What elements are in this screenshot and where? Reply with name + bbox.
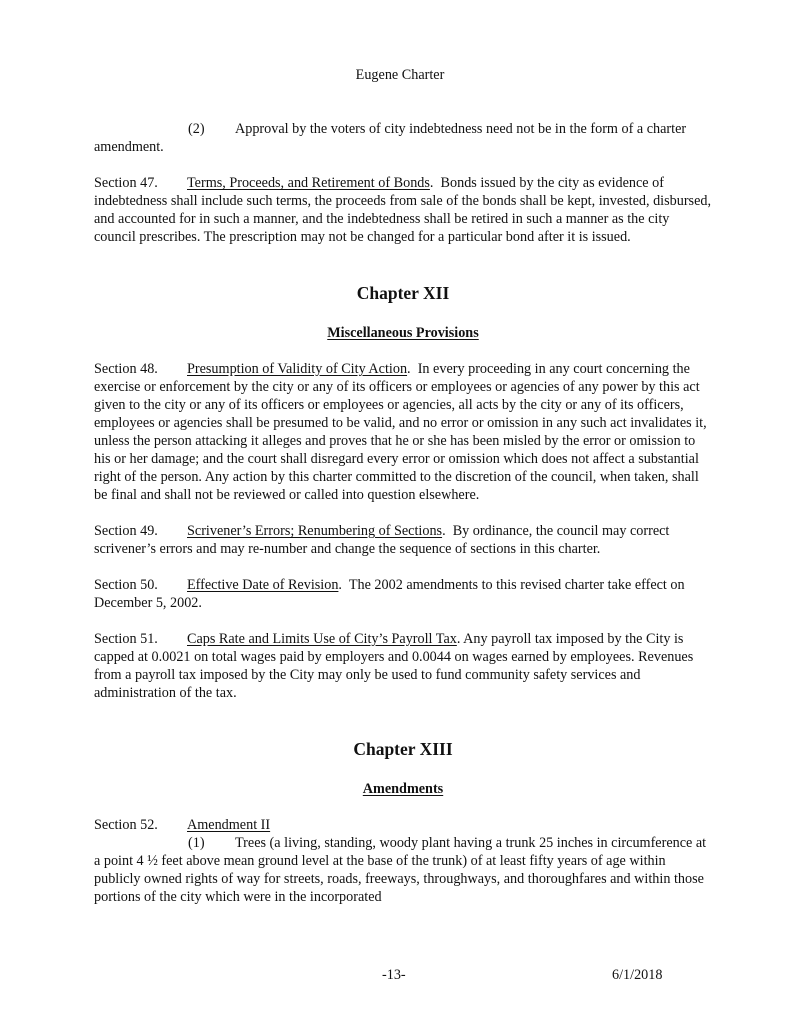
page-number: -13- [382,967,406,983]
section-text: The 2002 amendments to this revised charter take effect on December 5, 2002. [94,577,685,611]
section-text: In every proceeding in any court concerning the exercise or enforcement by the city or any of its officers or employees or agencies of any power by this act given to the city or any of its officers or employees or agencies, all acts by the city or any of its officers, employees or agencies shall be presumed to be valid, and no error or omission in any such act invalidates it, unless the person attacking it alleges and proves that he or she has been misled by the error or omission to his or her damage; and the court shall disregard every error or omission which does not affect a substantial right of the person. Any action by this charter committed to the discretion of the council, when taken, shall be final and shall not be reviewed or called into question elsewhere. [94,361,707,503]
subsection-number: (1) [188,835,205,851]
paragraph-text: Trees (a living, standing, woody plant having a trunk 25 inches in circumference at a point 4 ½ feet above mean ground level at the base of the trunk) of at least fifty years of age within publicly owned rights of way for streets, roads, freeways, throughways, and thoroughfares and within those portions of the city which were in the incorporated [94,835,707,905]
section-label: Section 47. [94,175,158,191]
section-text: Any payroll tax imposed by the City is capped at 0.0021 on total wages paid by employers and 0.0044 on wages earned by employees. Revenues from a payroll tax imposed by the City may only be used to fund community safety services and administration of the tax. [94,631,694,701]
subsection-number: (2) [188,121,205,137]
section-label: Section 48. [94,361,158,377]
section-title: Caps Rate and Limits Use of City’s Payroll Tax [187,631,457,647]
chapter-title: Chapter XIII [353,739,453,759]
section-label: Section 52. [94,817,158,833]
page-body [94,120,712,906]
chapter-title: Chapter XII [356,283,450,303]
section-title: Effective Date of Revision [187,577,339,593]
section-label: Section 51. [94,631,158,647]
revision-date: 6/1/2018 [612,967,663,983]
section-52-subsection-1 [94,834,712,906]
section-title: Amendment II [187,817,271,833]
section-label: Section 49. [94,523,158,539]
section-46-continuation [94,120,712,156]
section-48: Section 48. Presumption of Validity of City Action. In every proceeding in any court concerning the exercise or enforcement by the city or any of its officers or employees or agencies of any power by this act given to the city or any of its officers or employees or agencies, all acts by the city or any of its officers, employees or agencies shall be presumed to be valid, and no error or omission in any such act invalidates it, unless the person attacking it alleges and proves that he or she has been misled by the error or omission to his or her damage; and the court shall disregard every error or omission which does not affect a substantial right of the person. Any action by this charter committed to the discretion of the council, when taken, shall be final and shall not be reviewed or called into question elsewhere. [94,361,707,503]
section-47: Section 47. Terms, Proceeds, and Retirement of Bonds. Bonds issued by the city as evidence of indebtedness shall include such terms, the proceeds from sale of the bonds shall be kept, invested, disbursed, and accounted for in such a manner, and the indebtedness shall be retired in such a manner as the city council prescribes. The prescription may not be changed for a particular bond after it is issued. [94,175,712,245]
section-49: Section 49. Scrivener’s Errors; Renumbering of Sections. By ordinance, the council may correct scrivener’s errors and may re-number and change the sequence of sections in this charter. [94,523,670,557]
section-label: Section 50. [94,577,158,593]
section-51: Section 51. Caps Rate and Limits Use of City’s Payroll Tax. Any payroll tax imposed by the City is capped at 0.0021 on total wages paid by employers and 0.0044 on wages earned by employees. Revenues from a payroll tax imposed by the City may only be used to fund community safety services and administration of the tax. [94,631,694,701]
section-title: Terms, Proceeds, and Retirement of Bonds [187,175,430,191]
section-text: Bonds issued by the city as evidence of indebtedness shall include such terms, the proceeds from sale of the bonds shall be kept, invested, disbursed, and accounted for in such a manner, and the indebtedness shall be retired in such a manner as the city council prescribes. The prescription may not be changed for a particular bond after it is issued. [94,175,712,245]
section-text: By ordinance, the council may correct scrivener’s errors and may re-number and change the sequence of sections in this charter. [94,523,670,557]
paragraph-text: Approval by the voters of city indebtedness need not be in the form of a charter amendment. [94,121,687,155]
section-52-heading [94,816,712,834]
chapter-heading: Amendments [362,781,444,797]
section-title: Scrivener’s Errors; Renumbering of Sections [187,523,443,539]
section-50: Section 50. Effective Date of Revision. The 2002 amendments to this revised charter take effect on December 5, 2002. [94,577,685,611]
running-header: Eugene Charter [355,67,445,83]
section-title: Presumption of Validity of City Action [187,361,408,377]
chapter-heading: Miscellaneous Provisions [327,325,479,341]
